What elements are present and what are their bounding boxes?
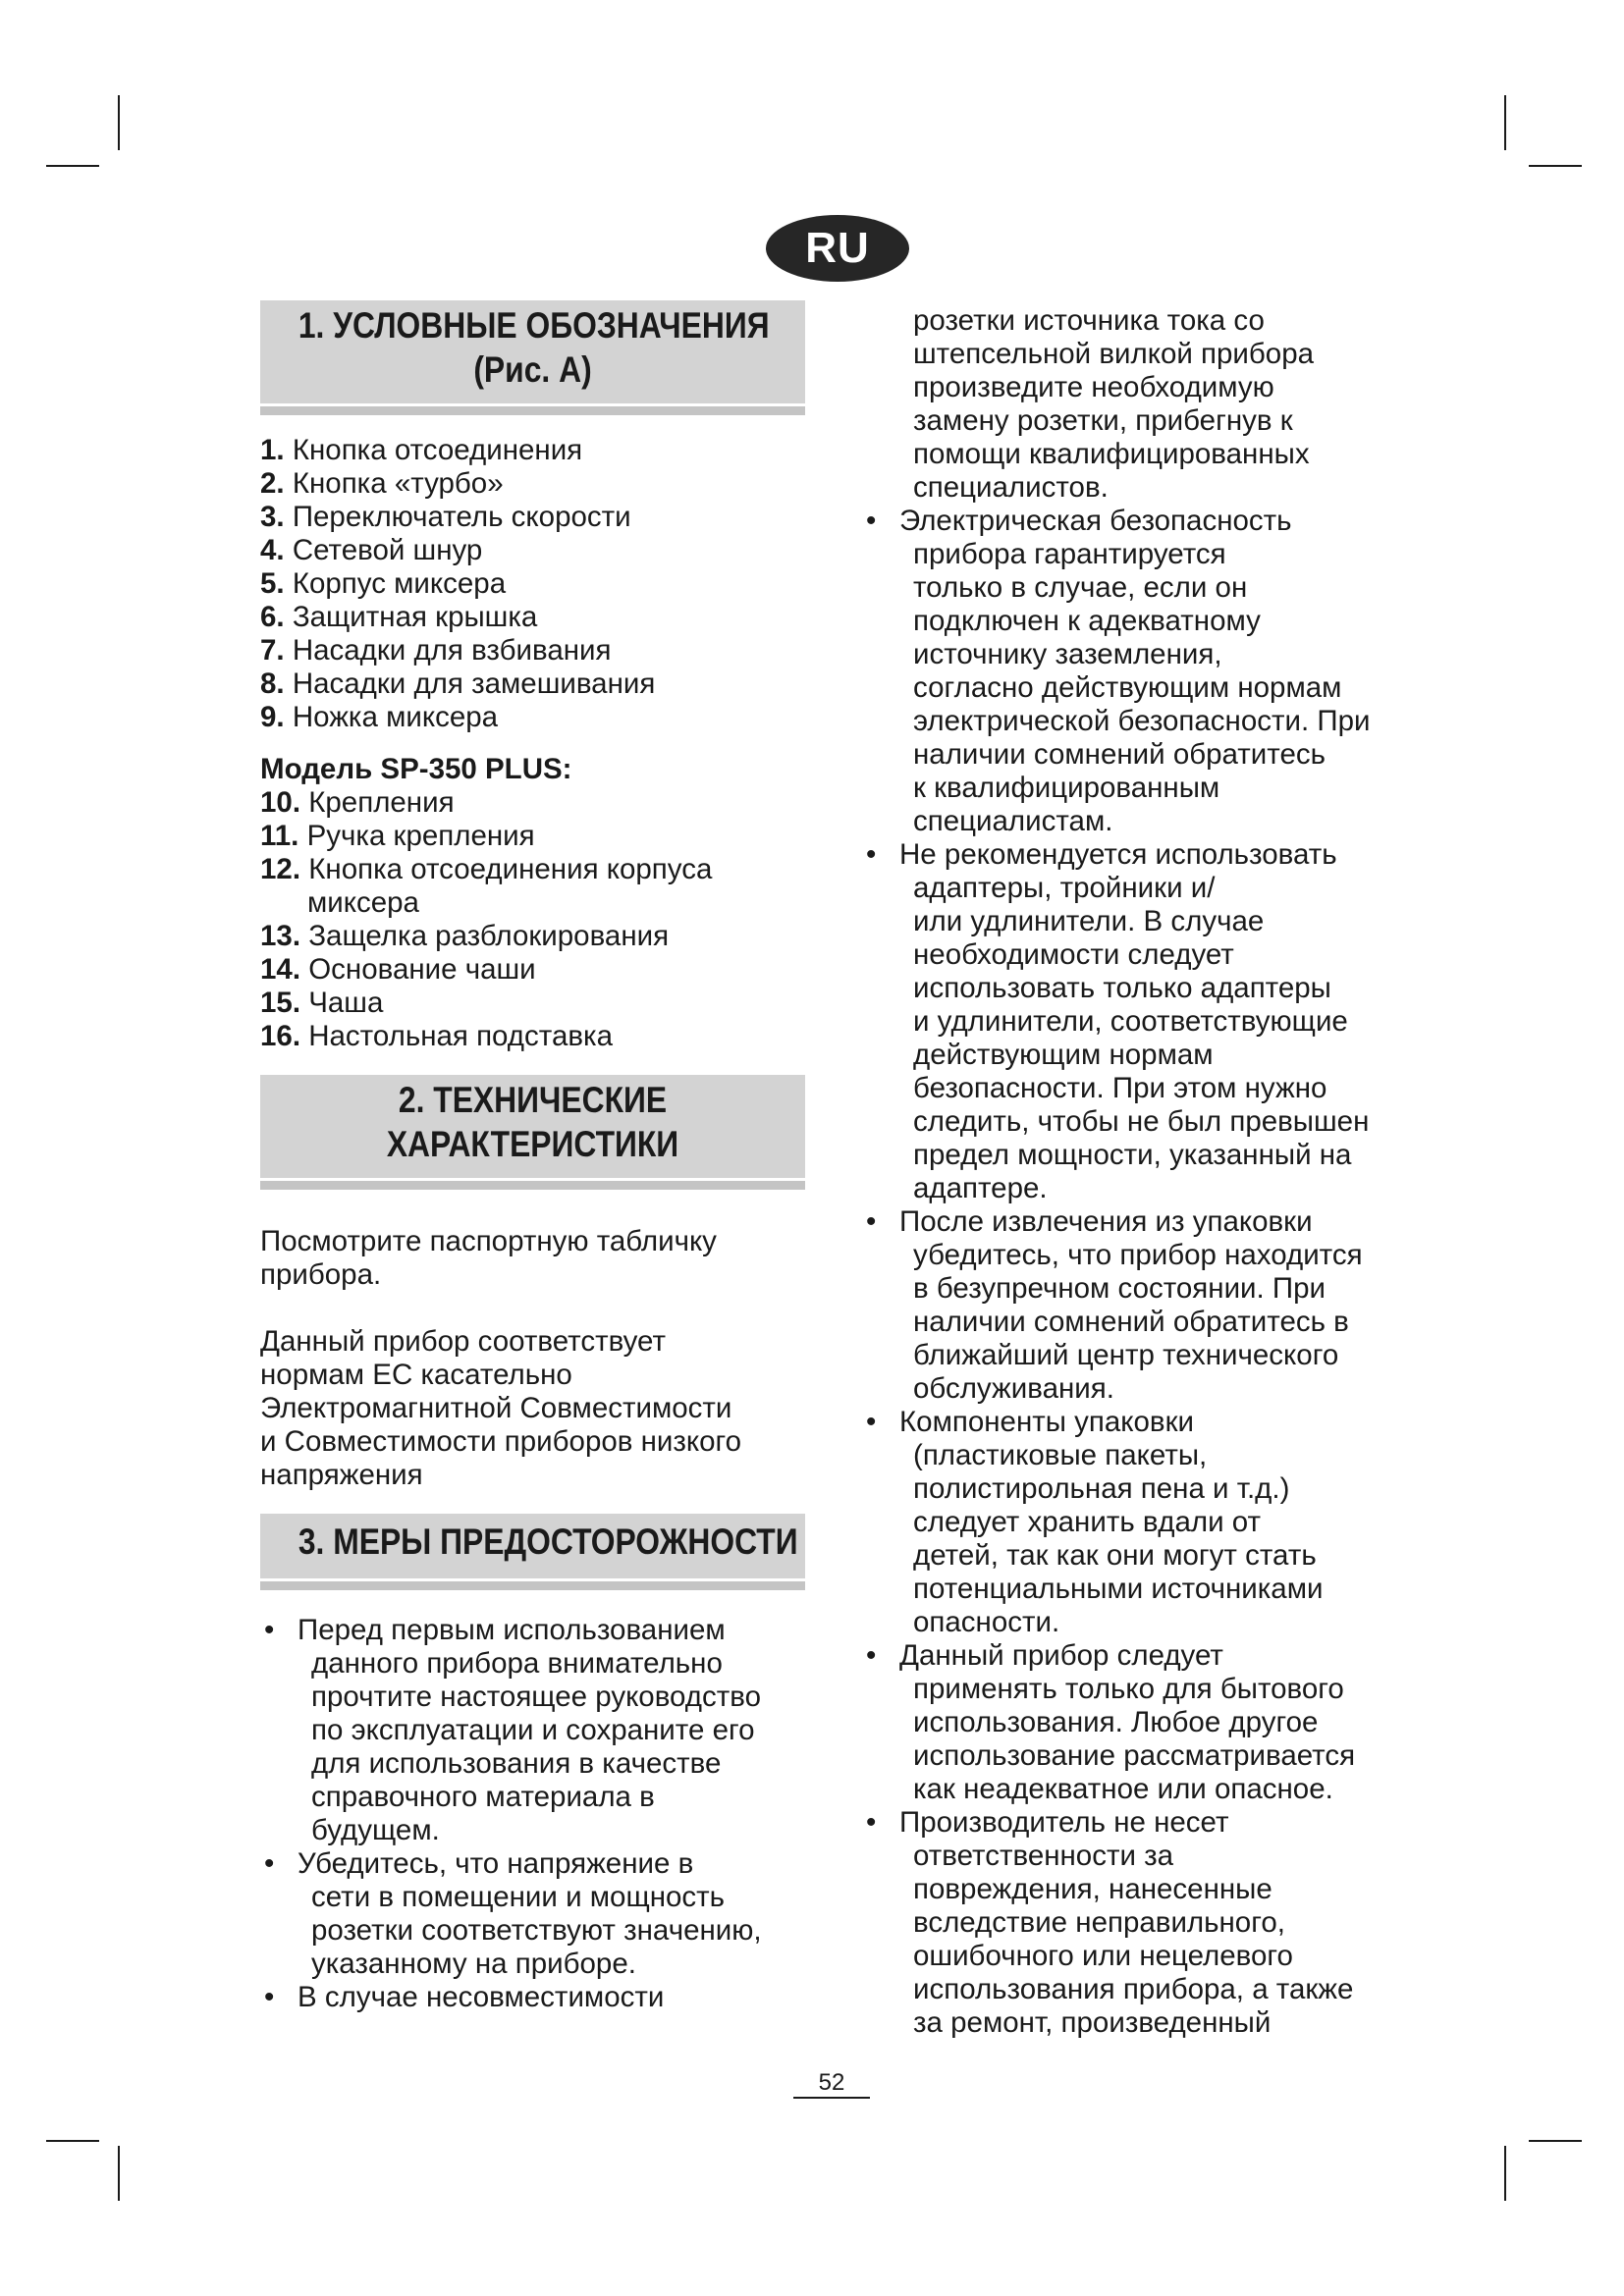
- section-heading-symbols: [260, 300, 805, 403]
- list-item: 15. Чаша: [260, 987, 384, 1019]
- section-heading-line: 2. ТЕХНИЧЕСКИЕ: [398, 1080, 668, 1120]
- list-item: 10. Крепления: [260, 786, 455, 819]
- section-heading-line: 3. МЕРЫ ПРЕДОСТОРОЖНОСТИ: [298, 1522, 798, 1562]
- list-item: • В случае несовместимости: [264, 1981, 665, 2013]
- crop-mark: [1529, 2140, 1582, 2142]
- list-item: • Убедитесь, что напряжение в сети в помещении и мощность розетки соответствуют значению, указанному на приборе.: [264, 1847, 762, 1980]
- crop-mark: [46, 2140, 99, 2142]
- list-item: 2. Кнопка «турбо»: [260, 467, 504, 500]
- crop-mark: [118, 2146, 120, 2201]
- right-column: [862, 304, 1412, 2040]
- list-item: • Данный прибор следует применять только для бытового использования. Любое другое использование рассматривается как неадекватное или опасное.: [866, 1639, 1356, 1805]
- section-heading-line: 1. УСЛОВНЫЕ ОБОЗНАЧЕНИЯ: [298, 305, 770, 346]
- section-heading-line: ХАРАКТЕРИСТИКИ: [386, 1124, 679, 1164]
- list-item: • После извлечения из упаковки убедитесь, что прибор находится в безупречном состоянии. При наличии сомнений обратитесь в ближайший центр технического обслуживания.: [866, 1205, 1363, 1405]
- list-item: 11. Ручка крепления: [260, 820, 535, 852]
- list-item: 4. Сетевой шнур: [260, 534, 483, 566]
- list-item: 7. Насадки для взбивания: [260, 634, 612, 667]
- section-heading-precautions: [260, 1514, 805, 1578]
- model-parts-list: [260, 786, 805, 1053]
- crop-mark: [46, 165, 99, 167]
- paragraph: Посмотрите паспортную табличку прибора.: [260, 1225, 717, 1291]
- list-item: • Перед первым использованием данного прибора внимательно прочтите настоящее руководство по эксплуатации и сохраните его для использования в качестве справочного материала в будущем.: [264, 1614, 762, 1846]
- list-item: 6. Защитная крышка: [260, 601, 538, 633]
- crop-mark: [1529, 165, 1582, 167]
- language-badge: RU: [766, 215, 909, 282]
- section-heading-line: (Рис. А): [473, 349, 592, 390]
- list-item: 9. Ножка миксера: [260, 701, 499, 733]
- parts-list: [260, 434, 805, 734]
- list-item: • Электрическая безопасность прибора гарантируется только в случае, если он подключен к адекватному источнику заземления, согласно действующим нормам электрической безопасности. При наличии сомнений обратитесь к квалифицированным специалистам.: [866, 505, 1371, 837]
- list-item: 5. Корпус миксера: [260, 567, 507, 600]
- page-number: 52: [793, 2069, 870, 2099]
- list-item: • Производитель не несет ответственности за повреждения, нанесенные вследствие неправильного, ошибочного или нецелевого использования прибора, а также за ремонт, произведенный: [866, 1806, 1354, 2039]
- left-column: [260, 300, 805, 2014]
- list-item: 3. Переключатель скорости: [260, 501, 631, 533]
- list-item: 1. Кнопка отсоединения: [260, 434, 583, 466]
- section-heading-specs: [260, 1075, 805, 1178]
- crop-mark: [1504, 2146, 1506, 2201]
- list-item: 16. Настольная подставка: [260, 1020, 613, 1052]
- paragraph: Данный прибор соответствует нормам ЕС касательно Электромагнитной Совместимости и Совместимости приборов низкого напряжения: [260, 1325, 742, 1491]
- crop-mark: [118, 95, 120, 150]
- list-item: • Компоненты упаковки (пластиковые пакеты, полистирольная пена и т.д.) следует хранить вдали от детей, так как они могут стать потенциальными источниками опасности.: [866, 1406, 1324, 1638]
- paragraph-continuation: розетки источника тока со штепсельной вилкой прибора произведите необходимую замену розетки, прибегнув к помощи квалифицированных специалистов.: [913, 304, 1315, 504]
- list-item: • Не рекомендуется использовать адаптеры, тройники и/ или удлинители. В случае необходимости следует использовать только адаптеры и удлинители, соответствующие действующим нормам безопасности. При этом нужно следить, чтобы не был превышен предел мощности, указанный на адаптере.: [866, 838, 1370, 1204]
- model-heading: Модель SP-350 PLUS:: [260, 753, 572, 785]
- precautions-list: [260, 1614, 805, 2014]
- crop-mark: [1504, 95, 1506, 150]
- list-item: 13. Защелка разблокирования: [260, 920, 670, 952]
- precautions-list-continued: [862, 505, 1412, 2040]
- list-item: 12. Кнопка отсоединения корпуса миксера: [260, 853, 713, 919]
- list-item: 14. Основание чаши: [260, 953, 536, 986]
- list-item: 8. Насадки для замешивания: [260, 667, 656, 700]
